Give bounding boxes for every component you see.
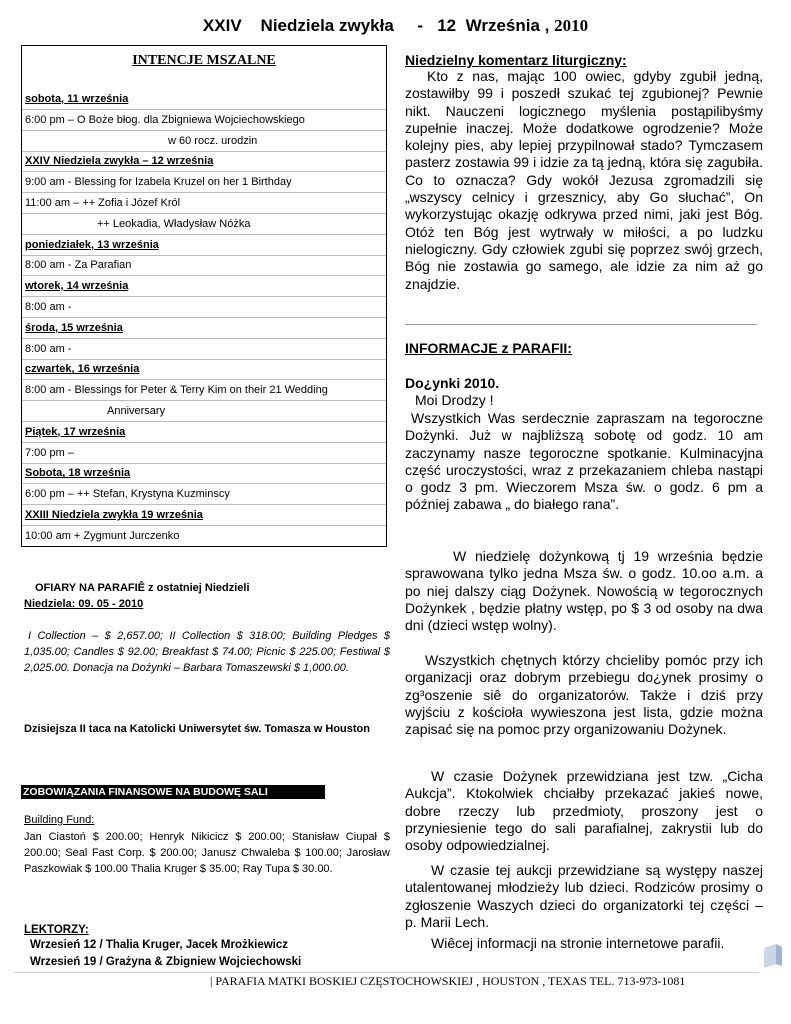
intention-separator bbox=[22, 234, 386, 235]
intention-separator bbox=[22, 130, 386, 131]
intention-separator bbox=[22, 504, 386, 505]
intention-separator bbox=[22, 442, 386, 443]
info-greeting: Moi Drodzy ! bbox=[415, 392, 494, 408]
intention-entry: Anniversary bbox=[107, 405, 166, 417]
intention-entry: 8:00 am - bbox=[25, 301, 72, 313]
building-bar: ZOBOWIĄZANIA FINANSOWE NA BUDOWĘ SALI bbox=[21, 785, 325, 799]
lectors-line-2: Wrzesień 19 / Grażyna & Zbigniew Wojciechowski bbox=[30, 956, 302, 968]
footer-rule bbox=[14, 972, 759, 973]
offerings-body: I Collection – $ 2,657.00; II Collection $ 318.00; Building Pledges $ 1,035.00; Candles $ 92.00; Breakfast $ 74.00; Picnic $ 225.00; Festiwal $ 2,025.00. Donacja na Dożynki – Barbara Tomaszewski $ 1,000.00. bbox=[24, 630, 390, 674]
intention-separator bbox=[22, 463, 386, 464]
intention-entry: 6:00 pm – ++ Stefan, Krystyna Kuzminscy bbox=[25, 488, 230, 501]
intention-date: czwartek, 16 września bbox=[25, 363, 140, 376]
building-fund-body: Jan Ciastoń $ 200.00; Henryk Nikicicz $ 200.00; Stanisław Ciupał $ 200.00; Seal Fast Corp. $ 200.00; Janusz Chwaleba $ 100.00; Jarosław Paszkowiak $ 100.00 Thalia Kruger $ 35.00; Ray Tupa $ 30.00. bbox=[24, 831, 390, 875]
commentary-heading: Niedzielny komentarz liturgiczny: bbox=[405, 52, 627, 68]
intention-date: XXIV Niedziela zwykła – 12 września bbox=[25, 155, 214, 168]
intentions-heading: INTENCJE MSZALNE bbox=[132, 53, 276, 68]
intention-separator bbox=[22, 255, 386, 256]
intention-entry: 7:00 pm – bbox=[25, 446, 74, 459]
info-heading: INFORMACJE z PARAFII: bbox=[405, 340, 572, 356]
intention-date: XXIII Niedziela zwykła 19 września bbox=[25, 509, 203, 521]
intention-entry: 9:00 am - Blessing for Izabela Kruzel on her 1 Birthday bbox=[25, 176, 292, 189]
intention-separator bbox=[22, 213, 386, 214]
intention-separator bbox=[22, 296, 386, 297]
intention-separator bbox=[22, 317, 386, 318]
intention-separator bbox=[22, 525, 386, 526]
intention-separator bbox=[22, 400, 386, 401]
intention-entry: 8:00 am - bbox=[25, 342, 72, 355]
intention-entry: w 60 rocz. urodzin bbox=[168, 134, 258, 147]
info-subheading: Do¿ynki 2010. bbox=[405, 375, 500, 391]
intention-date: środa, 15 września bbox=[25, 321, 123, 334]
intention-separator bbox=[22, 379, 386, 380]
intention-entry: ++ Leokadia, Władysław Nóżka bbox=[97, 217, 251, 230]
intention-separator bbox=[22, 109, 386, 110]
offerings-heading: OFIARY NA PARAFIÊ z ostatniej Niedzieli bbox=[35, 582, 250, 594]
intention-separator bbox=[22, 275, 386, 276]
offerings-date: Niedziela: 09. 05 - 2010 bbox=[24, 598, 144, 610]
intention-date: wtorek, 14 września bbox=[25, 280, 129, 293]
intention-entry: 11:00 am – ++ Zofia i Józef Król bbox=[25, 197, 181, 209]
intention-date: Sobota, 18 września bbox=[25, 467, 131, 480]
page-corner-icon bbox=[762, 944, 784, 968]
intentions-box bbox=[21, 45, 387, 547]
info-paragraph-1: Wszystkich Was serdecznie zapraszam na tegoroczne Dożynki. Już w najbliższą sobotę od godz. 10 am zaczynamy nasze tegoroczne spotkanie. Kulminacyjna część uroczystości, wraz z przekazaniem chleba nastąpi o godz 3 pm. Wieczorem Msza św. o godz. 6 pm a później zabawa „ do białego rana”. bbox=[405, 410, 763, 513]
intention-date: Piątek, 17 września bbox=[25, 425, 126, 438]
divider bbox=[405, 324, 757, 325]
intention-date: sobota, 11 września bbox=[25, 93, 129, 105]
lectors-line-1: Wrzesień 12 / Thalia Kruger, Jacek Mrożkiewicz bbox=[30, 939, 289, 951]
intention-separator bbox=[22, 421, 386, 422]
commentary-body: Kto z nas, mając 100 owiec, gdyby zgubił jedną, zostawiłby 99 i poszedł szukać tej zgubionej? Pewnie nikt. Nauczeni logicznego myślenia postąpilibyśmy zupełnie inaczej. Może dodatkowe ogrodzenie? Może kolejny pies, aby lepiej przypilnował stado? Tymczasem pasterz zostawia 99 i idzie za tą jedną, która się zagubiła. Co to oznacza? Gdy wokół Jezusa zgromadzili się „wszyscy celnicy i grzesznicy, aby Go słuchać”, On wykorzystując okazję odkrywa przed nimi, jaki jest Bóg. Otóż ten Bóg jest wytrwały w miłości, a po ludzku nielogiczny. Gdy człowiek zgubi się poprzez swój grzech, Bóg nie zostawia go samego, ale idzie za nim aż go znajdzie. bbox=[405, 68, 763, 292]
building-fund-label: Building Fund: bbox=[24, 814, 95, 826]
info-paragraph-2: W niedzielę dożynkową tj 19 września będzie sprawowana tylko jedna Msza św. o godz. 10.oo a.m. a po niej dalszy ciąg Dożynek. Nowością w tegorocznych Dożynkek , będzie płatny wstęp, po $ 3 od osoby na dwa dni (dzieci wstęp wolny). bbox=[405, 548, 763, 634]
intention-separator bbox=[22, 338, 386, 339]
info-paragraph-4: W czasie Dożynek przewidziana jest tzw. „Cicha Aukcja”. Ktokolwiek chciałby przekazać jakieś nowe, dobre rzeczy lub przedmioty, proszony jest o przyniesienie tego do sali parafialnej, zakrystii lub do osoby odpowiedzialnej. bbox=[405, 768, 763, 854]
lectors-heading: LEKTORZY: bbox=[24, 924, 89, 936]
footer: | PARAFIA MATKI BOSKIEJ CZĘSTOCHOWSKIEJ , HOUSTON , TEXAS TEL. 713-973-1081 bbox=[210, 974, 686, 988]
intention-entry: 6:00 pm – O Boże błog. dla Zbigniewa Wojciechowskiego bbox=[25, 113, 305, 126]
intention-separator bbox=[22, 151, 386, 152]
intention-date: poniedziałek, 13 września bbox=[25, 238, 159, 251]
intention-separator bbox=[22, 192, 386, 193]
intention-separator bbox=[22, 483, 386, 484]
intention-separator bbox=[22, 171, 386, 172]
second-collection: Dzisiejsza II taca na Katolicki Uniwersytet św. Tomasza w Houston bbox=[24, 723, 370, 735]
page-title: XXIV Niedziela zwykła - 12 Września , 2010 bbox=[202, 16, 589, 35]
intention-entry: 10:00 am + Zygmunt Jurczenko bbox=[25, 529, 180, 542]
info-paragraph-6: Wiêcej informacji na stronie internetowe parafii. bbox=[431, 935, 725, 951]
intention-entry: 8:00 am - Blessings for Peter & Terry Kim on their 21 Wedding bbox=[25, 384, 328, 397]
intention-entry: 8:00 am - Za Parafian bbox=[25, 259, 132, 272]
info-paragraph-3: Wszystkich chętnych którzy chcieliby pomóc przy ich organizacji oraz dobrym przebiegu do¿ynek prosimy o zg³oszenie siê do organizatorów. Także i dziś przy wyjściu z kościoła wywieszona jest lista, gdzie można zapisać się na pomoc przy organizowaniu Dożynek. bbox=[405, 652, 763, 738]
intention-separator bbox=[22, 359, 386, 360]
info-paragraph-5: W czasie tej aukcji przewidziane są występy naszej utalentowanej młodzieży lub dzieci. Rodziców prosimy o zgłoszenie Waszych dzieci do organizatorki tej części – p. Marii Lech. bbox=[405, 862, 763, 930]
